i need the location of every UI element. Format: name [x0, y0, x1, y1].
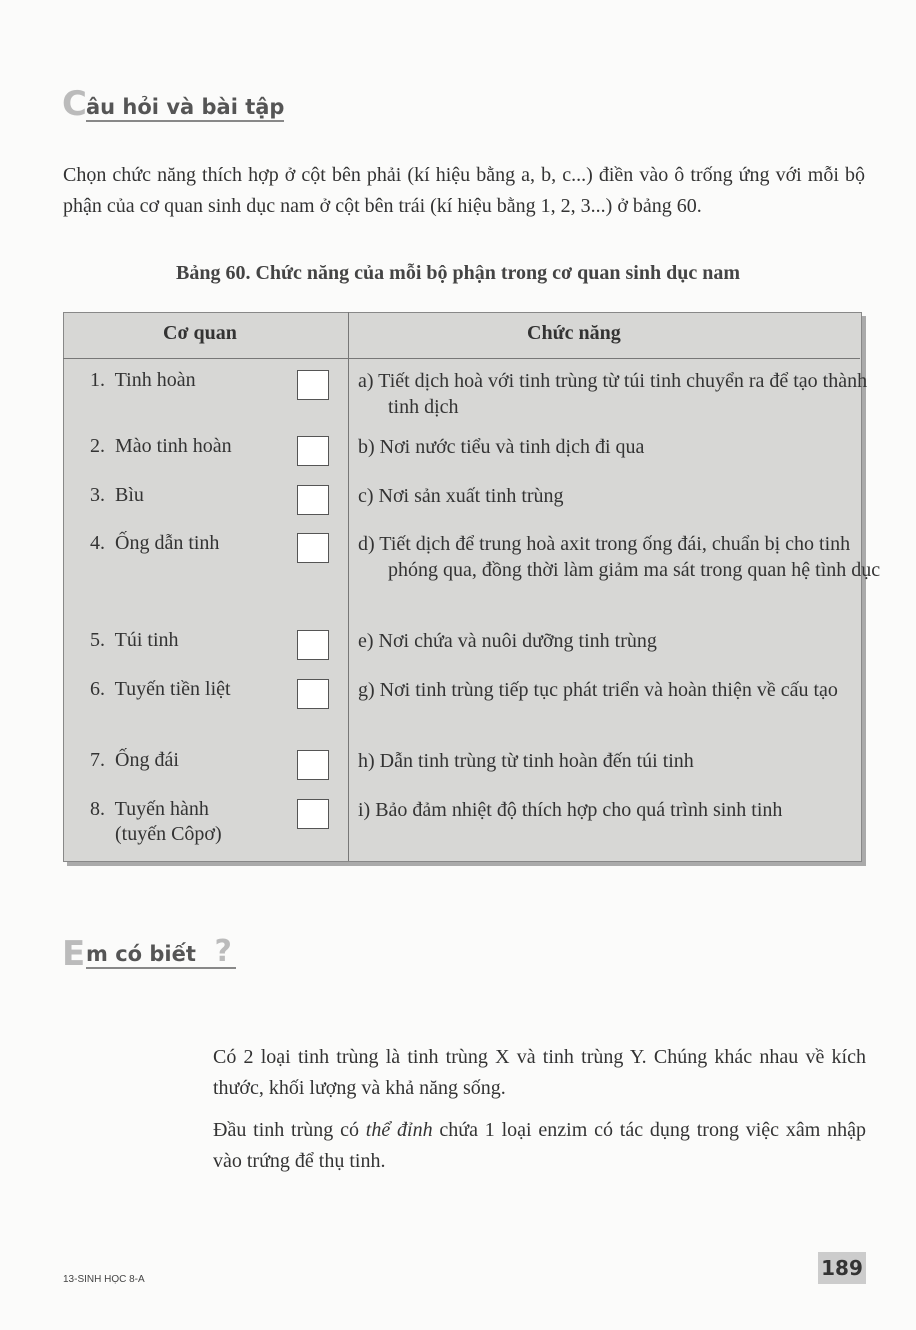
section-title-questions: âu hỏi và bài tập [86, 95, 284, 122]
organ-label: 5. Túi tinh [90, 629, 179, 651]
header-divider [63, 358, 860, 359]
function-text: d) Tiết dịch để trung hoà axit trong ống đái, chuẩn bị cho tinh phóng qua, đồng thời làm giảm ma sát trong quan hệ tình dục [358, 533, 881, 581]
function-text: h) Dẫn tinh trùng từ tinh hoàn đến túi tinh [358, 750, 694, 772]
answer-box[interactable] [297, 436, 329, 466]
section-initial-c: C [62, 84, 87, 124]
function-text: a) Tiết dịch hoà với tinh trùng từ túi tinh chuyển ra để tạo thành tinh dịch [358, 370, 868, 418]
organ-label: 6. Tuyến tiền liệt [90, 678, 231, 700]
answer-box[interactable] [297, 679, 329, 709]
fact-text: chứa 1 loại enzim có tác dụng trong việc xâm nhập vào trứng để thụ tinh. [213, 1119, 866, 1172]
answer-box[interactable] [297, 485, 329, 515]
fact-paragraph-1: Có 2 loại tinh trùng là tinh trùng X và tinh trùng Y. Chúng khác nhau về kích thước, khối lượng và khả năng sống. [213, 1046, 866, 1099]
function-text: i) Bảo đảm nhiệt độ thích hợp cho quá trình sinh tinh [358, 799, 783, 821]
question-mark-icon: ? [214, 934, 232, 969]
fact-paragraph-2 [213, 1115, 866, 1177]
page-number: 189 [818, 1252, 866, 1284]
header-organ: Cơ quan [163, 322, 237, 344]
book-code: 13-SINH HỌC 8-A [63, 1274, 145, 1285]
function-text: e) Nơi chứa và nuôi dưỡng tinh trùng [358, 630, 657, 652]
section-title-text: m có biết [86, 942, 196, 966]
organ-label: 4. Ống dẫn tinh [90, 532, 220, 554]
answer-box[interactable] [297, 799, 329, 829]
answer-box[interactable] [297, 750, 329, 780]
fact-term: thể đỉnh [365, 1119, 433, 1141]
organ-label: 3. Bìu [90, 484, 144, 506]
answer-box[interactable] [297, 630, 329, 660]
column-divider [348, 312, 349, 861]
organ-label: 8. Tuyến hành (tuyến Côpơ) [90, 798, 222, 845]
fact-text: Đầu tinh trùng có [213, 1119, 366, 1141]
answer-box[interactable] [297, 370, 329, 400]
header-function: Chức năng [527, 322, 621, 344]
section-initial-e: E [62, 934, 86, 974]
function-text: g) Nơi tinh trùng tiếp tục phát triển và hoàn thiện về cấu tạo [358, 679, 838, 701]
organ-label: 1. Tinh hoàn [90, 369, 196, 391]
organ-label: 2. Mào tinh hoàn [90, 435, 232, 457]
organ-label: 7. Ống đái [90, 749, 179, 771]
instruction-text: Chọn chức năng thích hợp ở cột bên phải (kí hiệu bằng a, b, c...) điền vào ô trống ứng với mỗi bộ phận của cơ quan sinh dục nam ở cột bên trái (kí hiệu bằng 1, 2, 3...) ở bảng 60. [63, 164, 865, 217]
function-text: b) Nơi nước tiểu và tinh dịch đi qua [358, 436, 645, 458]
table-caption: Bảng 60. Chức năng của mỗi bộ phận trong cơ quan sinh dục nam [176, 262, 740, 284]
section-title-did-you-know [86, 934, 236, 969]
answer-box[interactable] [297, 533, 329, 563]
function-text: c) Nơi sản xuất tinh trùng [358, 485, 564, 507]
